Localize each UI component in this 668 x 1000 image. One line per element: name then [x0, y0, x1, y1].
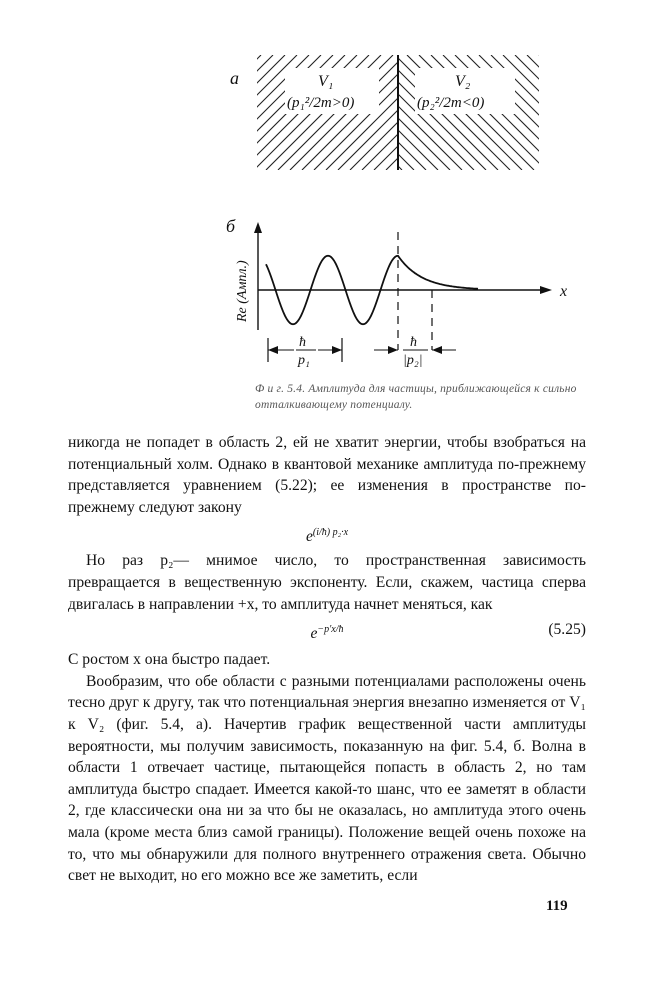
hatch-line	[158, 55, 273, 170]
formula-1	[68, 522, 586, 544]
dim1-numerator: ħ	[299, 335, 306, 350]
hatch-line	[146, 55, 261, 170]
figure-caption: Ф и г. 5.4. Амплитуда для частицы, приближающейся к сильно отталкивающему потенциалу.	[255, 383, 577, 411]
paragraph-4: Вообразим, что обе области с разными потенциалами расположены очень тесно друг к другу, так что потенциальная энергия внезапно изменяется от V₁ к V₂ (фиг. 5.4, а). Начертив график вещественной части амплитуды вероятности, мы получим зависимость, показанную на фиг. 5.4, б. Волна в области 1 отвечает частице, пытающейся попасть в область 2, но там амплитуда быстро спадает. Имеется какой-то шанс, что ее заметят в области 2, где классически она ни за что бы не оказалась, но амплитуда этого очень мала (кроме места близ самой границы). Положение вещей очень похоже на то, что мы обнаружили для полного внутреннего отражения света. Обычно свет не выходит, но его можно все же заметить, если	[68, 672, 586, 885]
formula-2	[68, 619, 586, 643]
dim2-arrow-right	[432, 346, 442, 354]
y-axis-label: Re (Ампл.)	[235, 260, 250, 322]
panel-b-label: б	[226, 216, 236, 236]
dim1-arrow-left	[268, 346, 278, 354]
formula-2-exponent: −p′x/ħ	[317, 624, 344, 636]
dim2-denominator: |p₂|	[403, 353, 423, 368]
dim1-denominator: p₁	[298, 353, 310, 368]
hatch-line	[122, 55, 237, 170]
body-text	[68, 432, 586, 887]
hatch-line	[182, 55, 297, 170]
formula-2-base: e	[310, 625, 318, 643]
hatch-line	[503, 55, 618, 170]
region-1-condition: (p₁²/2m>0)	[287, 95, 355, 111]
dim2-arrow-left	[388, 346, 398, 354]
formula-1-base: e	[305, 528, 313, 546]
paragraph-2: Но раз p₂— мнимое число, то пространственная зависимость превращается в вещественную экспоненту. Если, скажем, частица сперва двигалась в направлении +x, то амплитуда начнет меняться, как	[68, 552, 586, 613]
paragraph-3: С ростом x она быстро падает.	[68, 651, 271, 669]
hatch-line	[527, 55, 642, 170]
region-1-name: V₁	[318, 73, 334, 90]
y-axis-arrow	[254, 222, 262, 233]
x-axis-arrow	[540, 286, 552, 294]
page-number: 119	[546, 898, 568, 914]
region-2-name: V₂	[455, 73, 471, 90]
paragraph-1: никогда не попадет в область 2, ей не хватит энергии, чтобы взобраться на потенциальный холм. Однако в квантовой механике амплитуда по-прежнему представляется уравнением (5.22); ее изменения в пространстве по-прежнему следуют закону	[68, 434, 586, 516]
equation-number: (5.25)	[548, 621, 586, 639]
x-axis-label: x	[560, 283, 568, 300]
figure-5-4	[0, 0, 668, 420]
hatch-line	[170, 55, 285, 170]
dim1-arrow-right	[332, 346, 342, 354]
hatch-line	[515, 55, 630, 170]
hatch-line	[539, 55, 654, 170]
region-2-condition: (p₂²/2m<0)	[417, 95, 485, 111]
hatch-line	[551, 55, 666, 170]
formula-1-exponent: (i/ħ) p₂·x	[312, 527, 349, 539]
dim2-numerator: ħ	[410, 335, 417, 350]
panel-a-label: а	[230, 68, 239, 88]
figure-svg	[0, 0, 668, 420]
